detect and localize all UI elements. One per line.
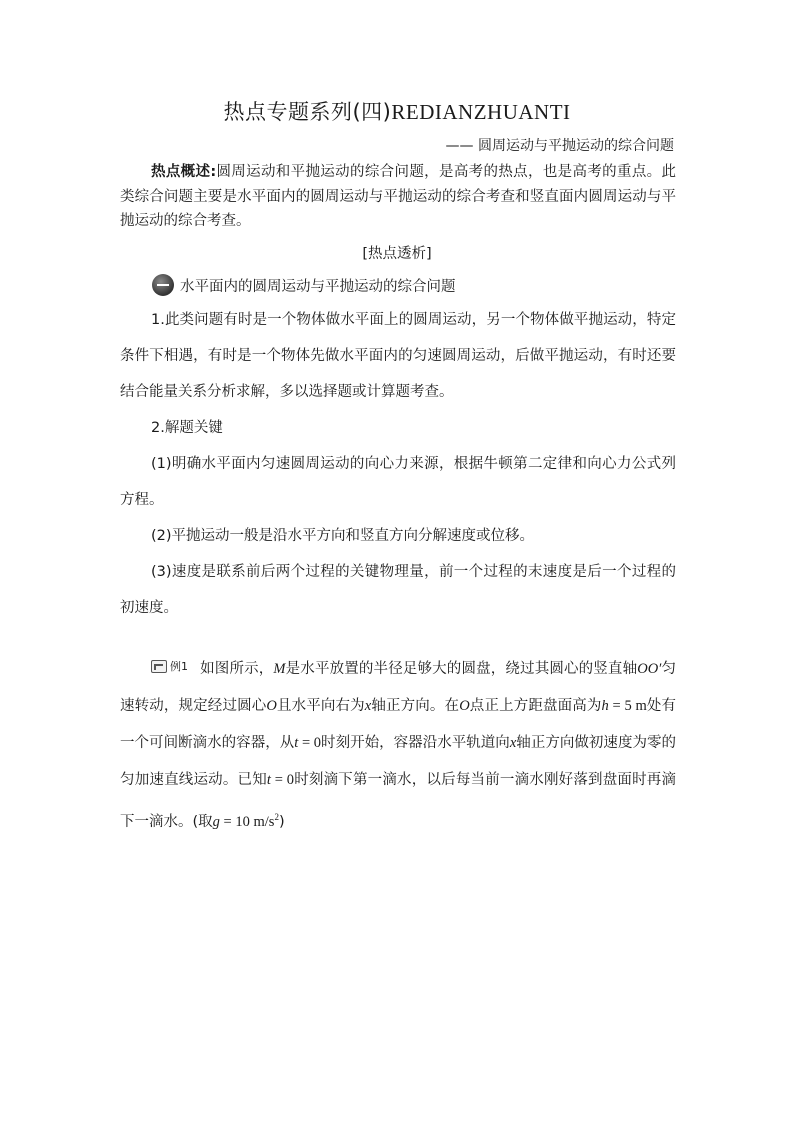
example-paragraph — [120, 648, 676, 841]
topic-text: 水平面内的圆周运动与平抛运动的综合问题 — [180, 278, 456, 295]
page-subtitle: —— 圆周运动与平抛运动的综合问题 — [445, 138, 674, 154]
value-h: = 5 m — [608, 698, 647, 714]
symbol-x: x — [364, 698, 372, 714]
example-tag — [151, 648, 188, 685]
symbol-t: t — [294, 735, 299, 751]
symbol-axis: OO′ — [637, 661, 662, 677]
symbol-t: t — [266, 772, 271, 788]
example-text: 是水平放置的半径足够大的圆盘，绕过其圆心的竖直轴 — [285, 661, 638, 677]
body-paragraph-1: 1.此类问题有时是一个物体做水平面上的圆周运动，另一个物体做平抛运动，特定条件下相遇，有时是一个物体先做水平面内的匀速圆周运动，后做平抛运动，有时还要结合能量关系分析求解，多以选择题或计算题考查。 — [120, 312, 676, 400]
section-heading: [热点透析] — [362, 246, 432, 262]
example-text: 处有一个可间断滴水的容器，从 — [120, 698, 677, 751]
symbol-M: M — [273, 661, 286, 677]
symbol-h: h — [601, 698, 609, 714]
intro-label: 热点概述: — [151, 164, 217, 180]
symbol-g: g — [212, 813, 220, 830]
body-section — [120, 302, 676, 626]
symbol-x: x — [509, 735, 517, 751]
body-paragraph-3: (1)明确水平面内匀速圆周运动的向心力来源，根据牛顿第二定律和向心力公式列方程。 — [120, 456, 676, 508]
symbol-O: O — [459, 698, 470, 714]
body-paragraph-4: (2)平抛运动一般是沿水平方向和竖直方向分解速度或位移。 — [151, 528, 535, 544]
value-t: = 0 — [298, 735, 322, 751]
example-text: 如图所示， — [200, 661, 274, 677]
symbol-O: O — [266, 698, 277, 714]
intro-text: 圆周运动和平抛运动的综合问题，是高考的热点，也是高考的重点。此类综合问题主要是水平面内的圆周运动与平抛运动的综合考查和竖直面内圆周运动与平抛运动的综合考查。 — [120, 164, 676, 229]
example-text: 点正上方距盘面高为 — [469, 698, 602, 714]
body-paragraph-2: 2.解题关键 — [151, 420, 223, 436]
example-text: 时刻开始，容器沿水平轨道向 — [321, 735, 510, 751]
body-paragraph-5: (3)速度是联系前后两个过程的关键物理量，前一个过程的末速度是后一个过程的初速度。 — [120, 564, 676, 616]
example-text: 匀速转动，规定经过圆心 — [120, 661, 677, 714]
topic-heading — [152, 272, 456, 298]
title-chinese: 热点专题系列(四) — [223, 100, 392, 124]
page-title — [0, 97, 794, 127]
example-text: 且水平向右为 — [276, 698, 365, 714]
value-t: = 0 — [270, 772, 295, 788]
value-g: = 10 m/s — [219, 813, 275, 830]
example-text: 轴正方向做初速度为零的匀加速直线运动。已知 — [120, 735, 677, 788]
intro-paragraph — [120, 160, 676, 234]
value-g-exponent: 2 — [274, 812, 279, 822]
example-text: 轴正方向。在 — [371, 698, 460, 714]
title-latin: REDIANZHUANTI — [391, 100, 571, 124]
example-text: ) — [278, 813, 285, 830]
example-picture-icon — [151, 660, 167, 673]
example-text: 时刻滴下第一滴水，以后每当前一滴水刚好落到盘面时再滴下一滴水。(取 — [120, 772, 676, 830]
example-1 — [120, 648, 676, 841]
numbered-circle-icon — [152, 274, 174, 296]
example-tag-label: 例1 — [170, 660, 188, 673]
